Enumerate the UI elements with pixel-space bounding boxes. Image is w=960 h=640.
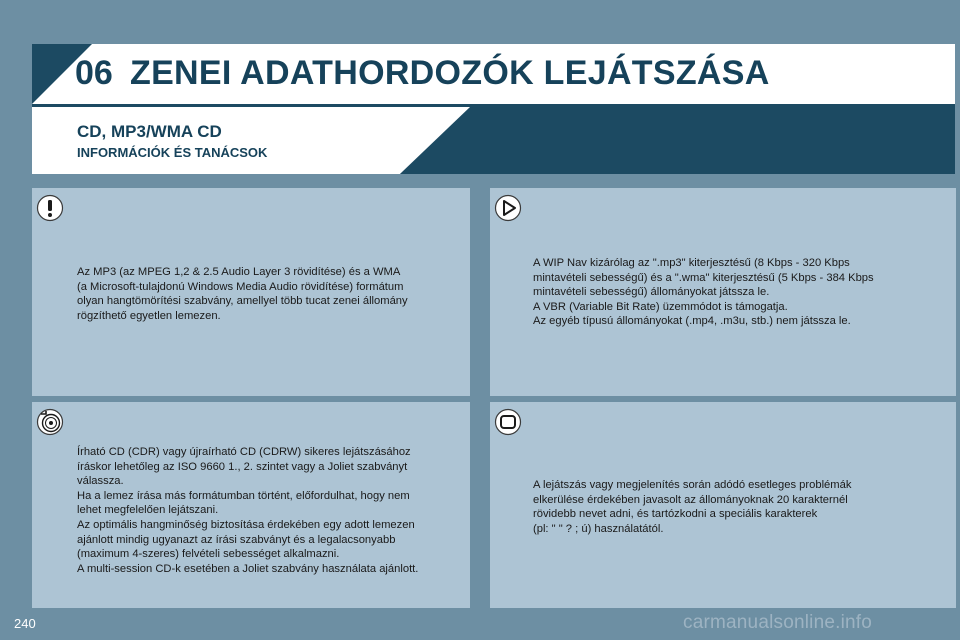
chapter-title: ZENEI ADATHORDOZÓK LEJÁTSZÁSA (130, 54, 770, 92)
cd-tip-text: Írható CD (CDR) vagy újraírható CD (CDRW) sikeres lejátszásához íráskor lehetőleg az ISO 9660 1., 2. szintet vagy a Joliet szabványt válassza. Ha a lemez írása más formátumban történt, előfordulhat, hogy nem lehet megfelelően lejátszani. Az optimális hangminőség biztosítása érdekében egy adott lemezen ajánlott mindig ugyanazt az írási szabványt és a legalacsonyabb (maximum 4-szeres) felvételi sebességet alkalmazni. A multi-session CD-k esetében a Joliet szabvány használata ajánlott. (77, 446, 419, 575)
section-title: CD, MP3/WMA CD (77, 122, 222, 141)
page-number: 240 (14, 616, 36, 631)
cd-disc-icon (36, 408, 64, 436)
note-text: A lejátszás vagy megjelenítés során adódó esetleges problémák elkerülése érdekében javasolt az állományoknak 20 karakternél rövidebb nevet adni, és tartózkodni a speciális karakterek (pl: " " ? ; ú) használatától. (533, 479, 852, 535)
warning-text: Az MP3 (az MPEG 1,2 & 2.5 Audio Layer 3 rövidítése) és a WMA (a Microsoft-tulajdonú Windows Media Audio rövidítése) formátum olyan hangtömörítési szabvány, amellyel több tucat zenei állomány rögzíthető egyetlen lemezen. (77, 266, 408, 322)
rounded-square-icon (494, 408, 522, 436)
info-text: A WIP Nav kizárólag az ".mp3" kiterjesztésű (8 Kbps - 320 Kbps mintavételi sebességű) és a ".wma" kiterjesztésű (5 Kbps - 384 Kbps mintavételi sebességű) állományokat játssza le. A VBR (Variable Bit Rate) üzemmódot is támogatja. Az egyéb típusú állományokat (.mp4, .m3u, stb.) nem játssza le. (533, 257, 874, 328)
section-subtitle: INFORMÁCIÓK ÉS TANÁCSOK (77, 145, 268, 160)
watermark: carmanualsonline.info (683, 612, 873, 633)
play-triangle-icon (494, 194, 522, 222)
chapter-number: 06 (75, 54, 113, 92)
exclamation-icon (36, 194, 64, 222)
